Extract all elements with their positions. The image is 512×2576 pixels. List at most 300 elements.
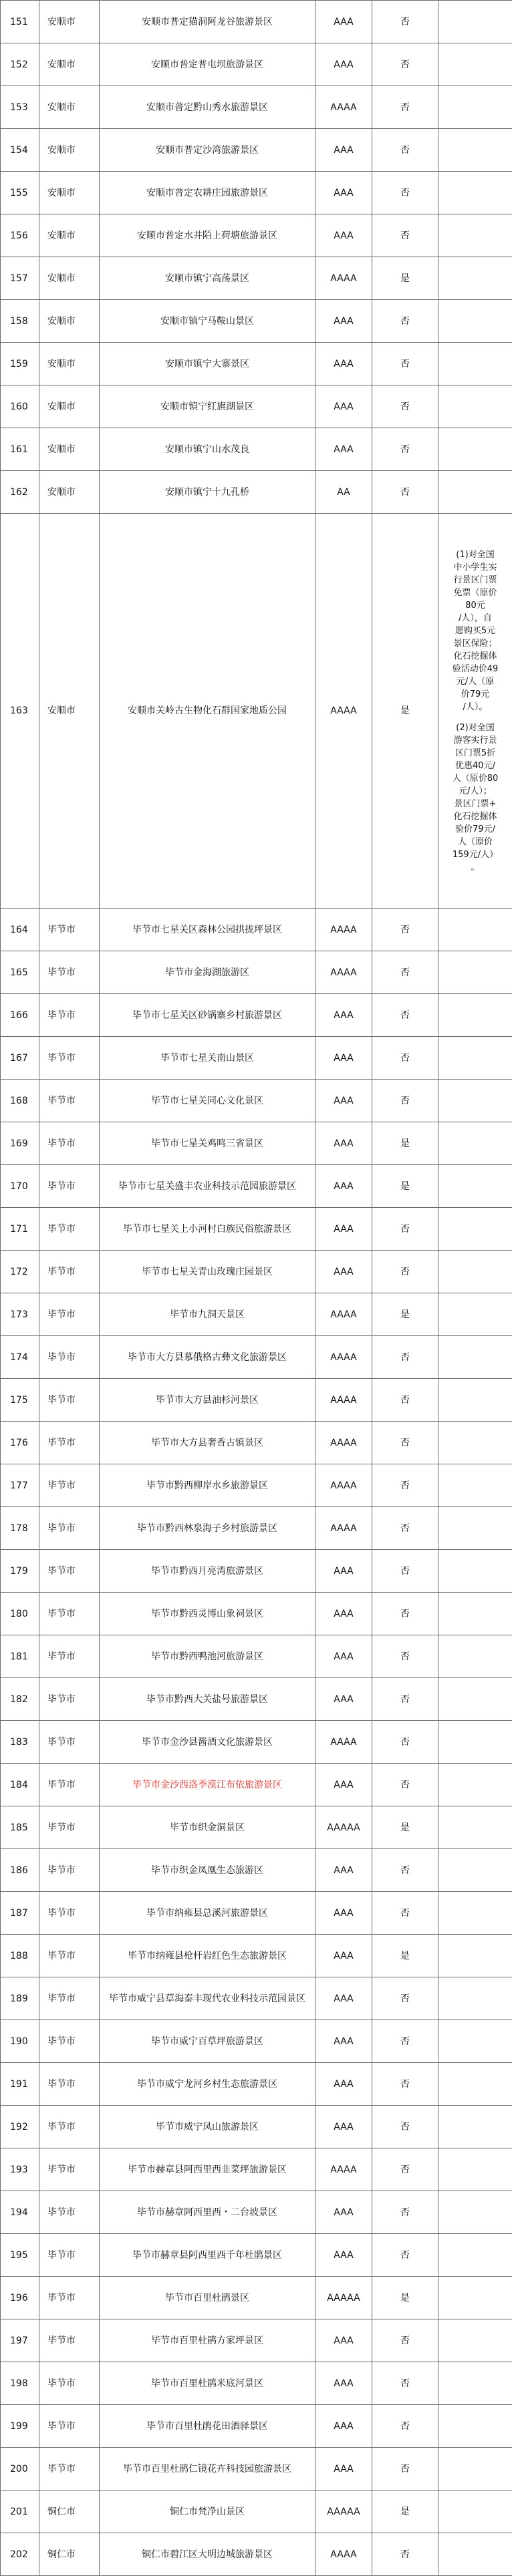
row-number-cell: 156 <box>1 214 39 257</box>
scenic-name-cell: 安顺市普定猫洞阿龙谷旅游景区 <box>100 1 315 43</box>
table-row <box>1 129 512 172</box>
scenic-name-cell: 安顺市镇宁山水茂良 <box>100 428 315 471</box>
table-row <box>1 994 512 1037</box>
row-number-cell: 198 <box>1 2362 39 2405</box>
row-number-cell: 158 <box>1 300 39 343</box>
level-cell: AAA <box>315 2106 372 2148</box>
table-row <box>1 2148 512 2191</box>
row-number-cell: 191 <box>1 2063 39 2106</box>
level-cell: AAAA <box>315 86 372 129</box>
note-cell <box>438 1764 512 1806</box>
level-cell: AAA <box>315 1037 372 1080</box>
note-cell <box>438 1336 512 1379</box>
city-cell: 毕节市 <box>39 2106 100 2148</box>
table-row <box>1 1678 512 1721</box>
level-cell: AAAA <box>315 1336 372 1379</box>
table-row <box>1 1122 512 1165</box>
free-status-cell: 否 <box>372 1379 438 1422</box>
note-cell <box>438 1507 512 1550</box>
note-cell <box>438 428 512 471</box>
row-number-cell: 163 <box>1 514 39 909</box>
table-row <box>1 1849 512 1892</box>
table-row <box>1 428 512 471</box>
scenic-name-cell: 毕节市七星关区森林公园拱拢坪景区 <box>100 909 315 951</box>
note-cell <box>438 1422 512 1464</box>
scenic-name-cell: 毕节市七星关上小河村白族民俗旅游景区 <box>100 1208 315 1251</box>
table-body <box>1 1 512 2576</box>
note-cell <box>438 1635 512 1678</box>
city-cell: 毕节市 <box>39 1165 100 1208</box>
table-row <box>1 2405 512 2448</box>
level-cell: AAA <box>315 1892 372 1935</box>
free-status-cell: 否 <box>372 2362 438 2405</box>
city-cell: 毕节市 <box>39 1080 100 1122</box>
row-number-cell: 190 <box>1 2020 39 2063</box>
level-cell: AAA <box>315 172 372 214</box>
free-status-cell: 否 <box>372 1635 438 1678</box>
scenic-name-cell: 毕节市黔西鸭池河旅游景区 <box>100 1635 315 1678</box>
table-row <box>1 2448 512 2490</box>
note-cell <box>438 1935 512 1977</box>
city-cell: 安顺市 <box>39 129 100 172</box>
table-row <box>1 514 512 909</box>
scenic-name-cell: 安顺市普定普屯坝旅游景区 <box>100 43 315 86</box>
note-cell <box>438 2490 512 2533</box>
row-number-cell: 154 <box>1 129 39 172</box>
row-number-cell: 152 <box>1 43 39 86</box>
table-row <box>1 951 512 994</box>
city-cell: 毕节市 <box>39 2405 100 2448</box>
free-status-cell: 是 <box>372 1122 438 1165</box>
scenic-name-cell: 毕节市百里杜鹃花田酒驿景区 <box>100 2405 315 2448</box>
scenic-name-cell: 毕节市威宁百草坪旅游景区 <box>100 2020 315 2063</box>
city-cell: 毕节市 <box>39 1122 100 1165</box>
scenic-name-cell: 安顺市镇宁红旗湖景区 <box>100 385 315 428</box>
city-cell: 安顺市 <box>39 428 100 471</box>
city-cell: 毕节市 <box>39 1379 100 1422</box>
city-cell: 毕节市 <box>39 2063 100 2106</box>
city-cell: 毕节市 <box>39 1593 100 1635</box>
table-row <box>1 1293 512 1336</box>
note-cell <box>438 2020 512 2063</box>
free-status-cell: 否 <box>372 909 438 951</box>
table-row <box>1 2533 512 2576</box>
city-cell: 毕节市 <box>39 1764 100 1806</box>
scenic-name-cell: 安顺市普定农耕庄园旅游景区 <box>100 172 315 214</box>
free-status-cell: 否 <box>372 300 438 343</box>
free-status-cell: 否 <box>372 1593 438 1635</box>
city-cell: 铜仁市 <box>39 2533 100 2576</box>
city-cell: 毕节市 <box>39 1251 100 1293</box>
note-cell <box>438 1721 512 1764</box>
level-cell: AAAAA <box>315 1806 372 1849</box>
level-cell: AAA <box>315 994 372 1037</box>
free-status-cell: 否 <box>372 994 438 1037</box>
table-row <box>1 1422 512 1464</box>
note-cell <box>438 300 512 343</box>
city-cell: 安顺市 <box>39 257 100 300</box>
scenic-name-cell: 毕节市赫章县阿西里西千年杜鹃景区 <box>100 2234 315 2277</box>
scenic-name-cell: 毕节市七星关同心文化景区 <box>100 1080 315 1122</box>
city-cell: 毕节市 <box>39 2191 100 2234</box>
city-cell: 毕节市 <box>39 951 100 994</box>
free-status-cell: 否 <box>372 385 438 428</box>
free-status-cell: 是 <box>372 1935 438 1977</box>
note-cell <box>438 1080 512 1122</box>
level-cell: AA <box>315 471 372 514</box>
note-cell <box>438 1678 512 1721</box>
level-cell: AAAA <box>315 951 372 994</box>
scenic-name-cell: 毕节市金海湖旅游区 <box>100 951 315 994</box>
table-row <box>1 385 512 428</box>
row-number-cell: 173 <box>1 1293 39 1336</box>
scenic-name-cell: 毕节市七星关区砂锅寨乡村旅游景区 <box>100 994 315 1037</box>
row-number-cell: 194 <box>1 2191 39 2234</box>
row-number-cell: 180 <box>1 1593 39 1635</box>
row-number-cell: 164 <box>1 909 39 951</box>
city-cell: 毕节市 <box>39 1550 100 1593</box>
note-cell <box>438 471 512 514</box>
city-cell: 安顺市 <box>39 214 100 257</box>
row-number-cell: 151 <box>1 1 39 43</box>
note-cell <box>438 129 512 172</box>
free-status-cell: 否 <box>372 1422 438 1464</box>
row-number-cell: 195 <box>1 2234 39 2277</box>
level-cell: AAAA <box>315 909 372 951</box>
level-cell: AAA <box>315 2063 372 2106</box>
note-cell <box>438 909 512 951</box>
row-number-cell: 187 <box>1 1892 39 1935</box>
free-status-cell: 否 <box>372 1678 438 1721</box>
note-cell <box>438 2277 512 2319</box>
level-cell: AAAA <box>315 1464 372 1507</box>
scenic-name-cell: 毕节市百里杜鹃米底河景区 <box>100 2362 315 2405</box>
city-cell: 毕节市 <box>39 1935 100 1977</box>
table-row <box>1 1635 512 1678</box>
level-cell: AAA <box>315 1165 372 1208</box>
row-number-cell: 197 <box>1 2319 39 2362</box>
row-number-cell: 169 <box>1 1122 39 1165</box>
city-cell: 安顺市 <box>39 86 100 129</box>
city-cell: 毕节市 <box>39 909 100 951</box>
note-cell <box>438 1251 512 1293</box>
city-cell: 毕节市 <box>39 1464 100 1507</box>
level-cell: AAA <box>315 1678 372 1721</box>
table-row <box>1 2277 512 2319</box>
level-cell: AAA <box>315 1635 372 1678</box>
scenic-name-cell: 毕节市百里杜鹃方家坪景区 <box>100 2319 315 2362</box>
row-number-cell: 193 <box>1 2148 39 2191</box>
table-row <box>1 471 512 514</box>
free-status-cell: 否 <box>372 1892 438 1935</box>
table-row <box>1 1379 512 1422</box>
city-cell: 安顺市 <box>39 471 100 514</box>
free-status-cell: 否 <box>372 43 438 86</box>
city-cell: 毕节市 <box>39 1678 100 1721</box>
level-cell: AAAA <box>315 1507 372 1550</box>
row-number-cell: 170 <box>1 1165 39 1208</box>
free-status-cell: 否 <box>372 343 438 385</box>
free-status-cell: 否 <box>372 86 438 129</box>
level-cell: AAA <box>315 343 372 385</box>
city-cell: 毕节市 <box>39 1037 100 1080</box>
city-cell: 毕节市 <box>39 1635 100 1678</box>
table-row <box>1 1721 512 1764</box>
level-cell: AAA <box>315 2319 372 2362</box>
city-cell: 毕节市 <box>39 2234 100 2277</box>
city-cell: 毕节市 <box>39 1208 100 1251</box>
level-cell: AAA <box>315 1122 372 1165</box>
free-status-cell: 是 <box>372 1806 438 1849</box>
note-cell <box>438 2191 512 2234</box>
free-status-cell: 否 <box>372 2020 438 2063</box>
level-cell: AAA <box>315 1550 372 1593</box>
scenic-name-cell: 毕节市纳雍县总溪河旅游景区 <box>100 1892 315 1935</box>
free-status-cell: 否 <box>372 2448 438 2490</box>
table-row <box>1 2490 512 2533</box>
note-cell <box>438 514 512 909</box>
free-status-cell: 否 <box>372 1550 438 1593</box>
table-row <box>1 1165 512 1208</box>
table-row <box>1 172 512 214</box>
table-row <box>1 86 512 129</box>
note-cell <box>438 951 512 994</box>
city-cell: 安顺市 <box>39 385 100 428</box>
note-cell <box>438 2063 512 2106</box>
row-number-cell: 161 <box>1 428 39 471</box>
note-paragraph: (1)对全国 中小学生实 行景区门票 免票（原价 80元 /人），自 愿购买5元 景区保险； 化石挖掘体 验活动价49 元/人（原 价79元 /人）。 <box>441 548 509 713</box>
row-number-cell: 188 <box>1 1935 39 1977</box>
free-status-cell: 否 <box>372 1336 438 1379</box>
table-row <box>1 214 512 257</box>
row-number-cell: 200 <box>1 2448 39 2490</box>
note-cell <box>438 2234 512 2277</box>
level-cell: AAA <box>315 1080 372 1122</box>
scenic-name-cell: 毕节市黔西林泉海子乡村旅游景区 <box>100 1507 315 1550</box>
note-cell <box>438 2362 512 2405</box>
row-number-cell: 182 <box>1 1678 39 1721</box>
level-cell: AAAA <box>315 2148 372 2191</box>
city-cell: 毕节市 <box>39 1293 100 1336</box>
note-paragraph: (2)对全国 游客实行景 区门票5折 优惠40元/ 人（原价80 元/人）； 景区门票+ 化石挖掘体 验价79元/ 人（原价 159元/人） 。 <box>441 721 509 874</box>
free-status-cell: 是 <box>372 1165 438 1208</box>
note-cell <box>438 1293 512 1336</box>
note-cell <box>438 1550 512 1593</box>
free-status-cell: 否 <box>372 1251 438 1293</box>
level-cell: AAA <box>315 385 372 428</box>
table-row <box>1 1336 512 1379</box>
note-cell <box>438 86 512 129</box>
free-status-cell: 否 <box>372 1764 438 1806</box>
row-number-cell: 168 <box>1 1080 39 1122</box>
level-cell: AAAA <box>315 2533 372 2576</box>
level-cell: AAA <box>315 1251 372 1293</box>
city-cell: 毕节市 <box>39 1849 100 1892</box>
level-cell: AAA <box>315 1208 372 1251</box>
level-cell: AAA <box>315 214 372 257</box>
level-cell: AAA <box>315 1593 372 1635</box>
row-number-cell: 186 <box>1 1849 39 1892</box>
scenic-name-cell: 毕节市大方县奢香古镇景区 <box>100 1422 315 1464</box>
note-cell <box>438 1806 512 1849</box>
level-cell: AAA <box>315 1977 372 2020</box>
row-number-cell: 202 <box>1 2533 39 2576</box>
city-cell: 安顺市 <box>39 514 100 909</box>
scenic-name-cell: 毕节市黔西柳岸水乡旅游景区 <box>100 1464 315 1507</box>
level-cell: AAA <box>315 129 372 172</box>
free-status-cell: 否 <box>372 951 438 994</box>
note-cell <box>438 214 512 257</box>
note-cell <box>438 385 512 428</box>
row-number-cell: 184 <box>1 1764 39 1806</box>
scenic-name-cell: 毕节市金沙西洛季漠江布依旅游景区 <box>100 1764 315 1806</box>
note-cell <box>438 2148 512 2191</box>
note-cell <box>438 1122 512 1165</box>
scenic-name-cell: 毕节市纳雍县枪杆岩红色生态旅游景区 <box>100 1935 315 1977</box>
city-cell: 毕节市 <box>39 1977 100 2020</box>
level-cell: AAA <box>315 1849 372 1892</box>
free-status-cell: 否 <box>372 2533 438 2576</box>
row-number-cell: 174 <box>1 1336 39 1379</box>
scenic-name-cell: 毕节市威宁龙河乡村生态旅游景区 <box>100 2063 315 2106</box>
scenic-name-cell: 毕节市织金凤凰生态旅游区 <box>100 1849 315 1892</box>
note-cell <box>438 2405 512 2448</box>
free-status-cell: 否 <box>372 2191 438 2234</box>
city-cell: 安顺市 <box>39 1 100 43</box>
note-cell <box>438 1464 512 1507</box>
scenic-name-cell: 安顺市普定水井陌上荷塘旅游景区 <box>100 214 315 257</box>
scenic-name-cell: 毕节市九洞天景区 <box>100 1293 315 1336</box>
row-number-cell: 196 <box>1 2277 39 2319</box>
row-number-cell: 176 <box>1 1422 39 1464</box>
row-number-cell: 179 <box>1 1550 39 1593</box>
scenic-name-cell: 安顺市镇宁大寨景区 <box>100 343 315 385</box>
scenic-name-cell: 毕节市七星关青山玫瑰庄园景区 <box>100 1251 315 1293</box>
table-row <box>1 2234 512 2277</box>
table-row <box>1 1764 512 1806</box>
note-cell <box>438 1037 512 1080</box>
city-cell: 毕节市 <box>39 2277 100 2319</box>
table-row <box>1 2191 512 2234</box>
city-cell: 毕节市 <box>39 2020 100 2063</box>
level-cell: AAA <box>315 428 372 471</box>
row-number-cell: 165 <box>1 951 39 994</box>
note-cell <box>438 2448 512 2490</box>
table-row <box>1 909 512 951</box>
free-status-cell: 否 <box>372 2234 438 2277</box>
note-cell <box>438 1892 512 1935</box>
table-row <box>1 1507 512 1550</box>
free-status-cell: 是 <box>372 257 438 300</box>
free-status-cell: 否 <box>372 1037 438 1080</box>
row-number-cell: 159 <box>1 343 39 385</box>
level-cell: AAA <box>315 2191 372 2234</box>
free-status-cell: 否 <box>372 1977 438 2020</box>
scenic-name-cell: 毕节市威宁县草海泰丰现代农业科技示范园景区 <box>100 1977 315 2020</box>
scenic-name-cell: 毕节市赫章县阿西里西韭菜坪旅游景区 <box>100 2148 315 2191</box>
table-row <box>1 1 512 43</box>
level-cell: AAA <box>315 1764 372 1806</box>
note-cell <box>438 1849 512 1892</box>
level-cell: AAAA <box>315 1293 372 1336</box>
city-cell: 铜仁市 <box>39 2490 100 2533</box>
note-cell <box>438 1593 512 1635</box>
level-cell: AAAA <box>315 257 372 300</box>
row-number-cell: 185 <box>1 1806 39 1849</box>
scenic-name-cell: 安顺市镇宁高荡景区 <box>100 257 315 300</box>
scenic-name-cell: 毕节市黔西大关盐号旅游景区 <box>100 1678 315 1721</box>
city-cell: 安顺市 <box>39 172 100 214</box>
level-cell: AAA <box>315 2234 372 2277</box>
city-cell: 毕节市 <box>39 994 100 1037</box>
note-cell <box>438 172 512 214</box>
level-cell: AAA <box>315 300 372 343</box>
free-status-cell: 否 <box>372 172 438 214</box>
city-cell: 毕节市 <box>39 2448 100 2490</box>
free-status-cell: 否 <box>372 1507 438 1550</box>
note-cell <box>438 1977 512 2020</box>
scenic-name-cell: 毕节市七星关盛丰农业科技示范园旅游景区 <box>100 1165 315 1208</box>
row-number-cell: 181 <box>1 1635 39 1678</box>
row-number-cell: 157 <box>1 257 39 300</box>
free-status-cell: 是 <box>372 2277 438 2319</box>
table-row <box>1 2020 512 2063</box>
row-number-cell: 201 <box>1 2490 39 2533</box>
note-cell <box>438 1379 512 1422</box>
table-row <box>1 343 512 385</box>
note-cell <box>438 257 512 300</box>
table-row <box>1 1464 512 1507</box>
note-cell <box>438 1208 512 1251</box>
scenic-name-cell: 毕节市威宁凤山旅游景区 <box>100 2106 315 2148</box>
free-status-cell: 否 <box>372 428 438 471</box>
free-status-cell: 否 <box>372 2148 438 2191</box>
free-status-cell: 否 <box>372 471 438 514</box>
scenic-name-cell: 毕节市金沙县酱酒文化旅游景区 <box>100 1721 315 1764</box>
row-number-cell: 175 <box>1 1379 39 1422</box>
scenic-name-cell: 毕节市赫章阿西里西・二台坡景区 <box>100 2191 315 2234</box>
note-cell <box>438 1 512 43</box>
free-status-cell: 否 <box>372 1721 438 1764</box>
note-cell <box>438 343 512 385</box>
table-row <box>1 1892 512 1935</box>
scenic-name-cell: 安顺市普定沙湾旅游景区 <box>100 129 315 172</box>
free-status-cell: 否 <box>372 2106 438 2148</box>
free-status-cell: 否 <box>372 129 438 172</box>
level-cell: AAAA <box>315 514 372 909</box>
free-status-cell: 否 <box>372 1080 438 1122</box>
free-status-cell: 否 <box>372 1849 438 1892</box>
table-row <box>1 300 512 343</box>
table-row <box>1 1251 512 1293</box>
free-status-cell: 是 <box>372 514 438 909</box>
level-cell: AAAA <box>315 1721 372 1764</box>
scenic-name-cell: 毕节市大方县油杉河景区 <box>100 1379 315 1422</box>
city-cell: 毕节市 <box>39 2319 100 2362</box>
note-cell <box>438 994 512 1037</box>
table-row <box>1 2362 512 2405</box>
row-number-cell: 153 <box>1 86 39 129</box>
free-status-cell: 是 <box>372 2490 438 2533</box>
table-row <box>1 2319 512 2362</box>
scenic-name-cell: 毕节市百里杜鹃景区 <box>100 2277 315 2319</box>
row-number-cell: 178 <box>1 1507 39 1550</box>
scenic-name-cell: 毕节市七星关南山景区 <box>100 1037 315 1080</box>
free-status-cell: 否 <box>372 1 438 43</box>
city-cell: 安顺市 <box>39 43 100 86</box>
scenic-name-cell: 毕节市大方县慕俄格古彝文化旅游景区 <box>100 1336 315 1379</box>
level-cell: AAA <box>315 43 372 86</box>
